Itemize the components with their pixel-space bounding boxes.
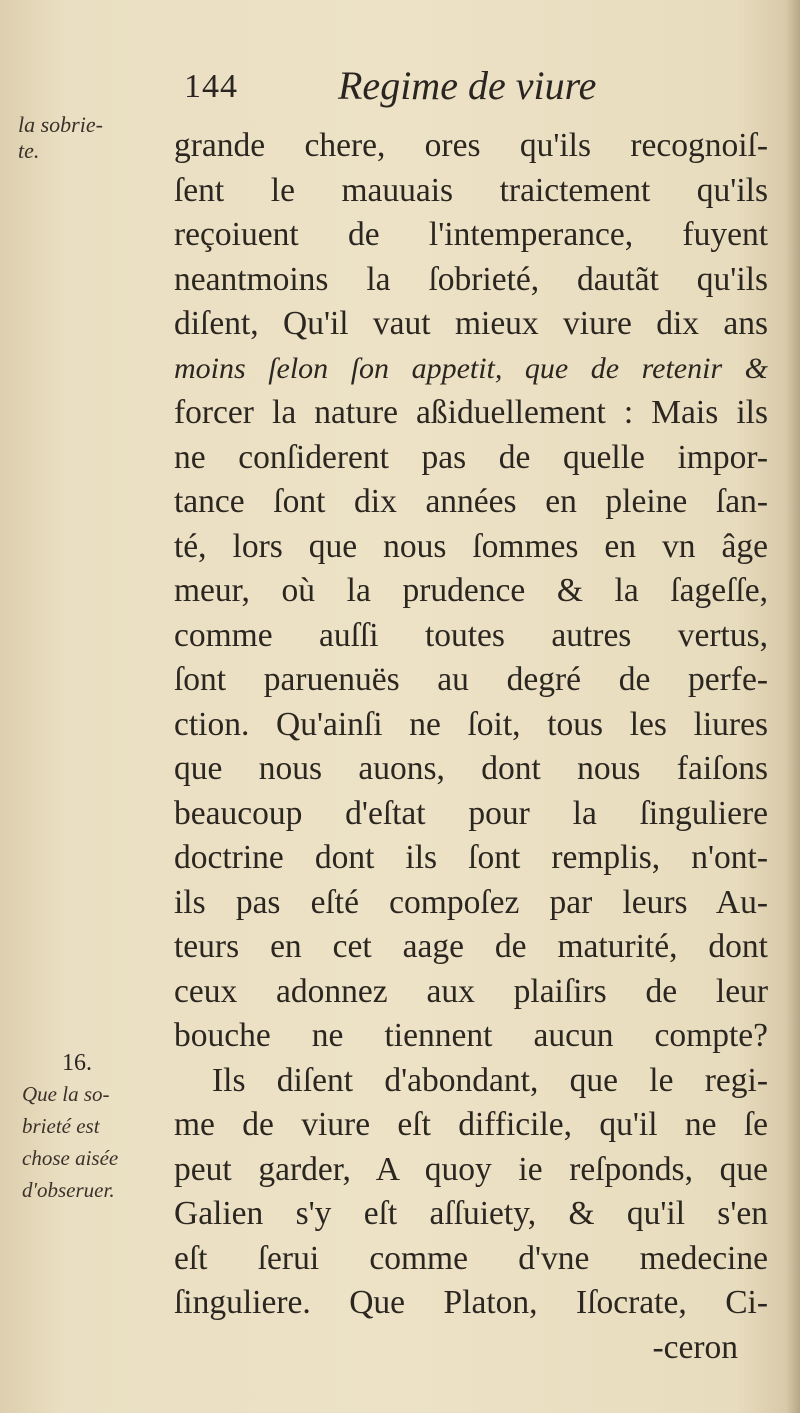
page-header (178, 62, 698, 118)
text-line: ne conſiderent pas de quelle impor- (174, 438, 768, 476)
text-line: doctrine dont ils ſont remplis, n'ont- (174, 839, 768, 876)
running-title: Regime de viure (338, 63, 597, 108)
catchword: -ceron (652, 1328, 738, 1366)
body-text (174, 124, 768, 1370)
text-line-italic: moins ſelon ſon appetit, que de retenir & (174, 351, 768, 385)
text-line: diſent, Qu'il vaut mieux viure dix ans (174, 305, 768, 342)
page-number: 144 (184, 68, 238, 105)
text-line: Galien s'y eſt aſſuiety, & qu'il s'en (174, 1195, 768, 1232)
text-line: eſt ſerui comme d'vne medecine (174, 1239, 768, 1277)
text-line: peut garder, A quoy ie reſponds, que (174, 1150, 768, 1188)
text-line: meur, où la prudence & la ſageſſe, (174, 572, 768, 609)
text-line: ſent le mauuais traictement qu'ils (174, 171, 768, 209)
text-line: ceux adonnez aux plaiſirs de leur (174, 972, 768, 1010)
text-line: ction. Qu'ainſi ne ſoit, tous les liures (174, 705, 768, 743)
text-line: tance ſont dix années en pleine ſan- (174, 483, 768, 520)
text-line-paragraph-start: Ils diſent d'abondant, que le regi- (212, 1061, 768, 1099)
margin-note-sobriety: la sobrie- te. (18, 112, 103, 163)
text-line: neantmoins la ſobrieté, dautãt qu'ils (174, 260, 768, 298)
margin-section-number: 16. (62, 1050, 92, 1076)
text-line: ſont paruenuës au degré de perfe- (174, 661, 768, 698)
text-line: forcer la nature aßiduellement : Mais ils (174, 394, 768, 431)
text-line: reçoiuent de l'intemperance, fuyent (174, 216, 768, 253)
text-line: que nous auons, dont nous faiſons (174, 750, 768, 787)
text-line: bouche ne tiennent aucun compte? (174, 1017, 768, 1054)
text-line: comme auſſi toutes autres vertus, (174, 616, 768, 654)
text-line: grande chere, ores qu'ils recognoiſ- (174, 127, 768, 164)
text-line: beaucoup d'eſtat pour la ſinguliere (174, 794, 768, 832)
text-line: té, lors que nous ſommes en vn âge (174, 527, 768, 565)
page-edge-shadow (786, 0, 800, 1413)
margin-note-easy-to-observe: Que la so- brieté est chose aisée d'obseruer. (22, 1082, 119, 1202)
text-line: ils pas eſté compoſez par leurs Au- (174, 883, 768, 921)
text-line: me de viure eſt difficile, qu'il ne ſe (174, 1106, 768, 1143)
text-line: ſinguliere. Que Platon, Iſocrate, Ci- (174, 1284, 768, 1321)
text-line: teurs en cet aage de maturité, dont (174, 928, 768, 965)
